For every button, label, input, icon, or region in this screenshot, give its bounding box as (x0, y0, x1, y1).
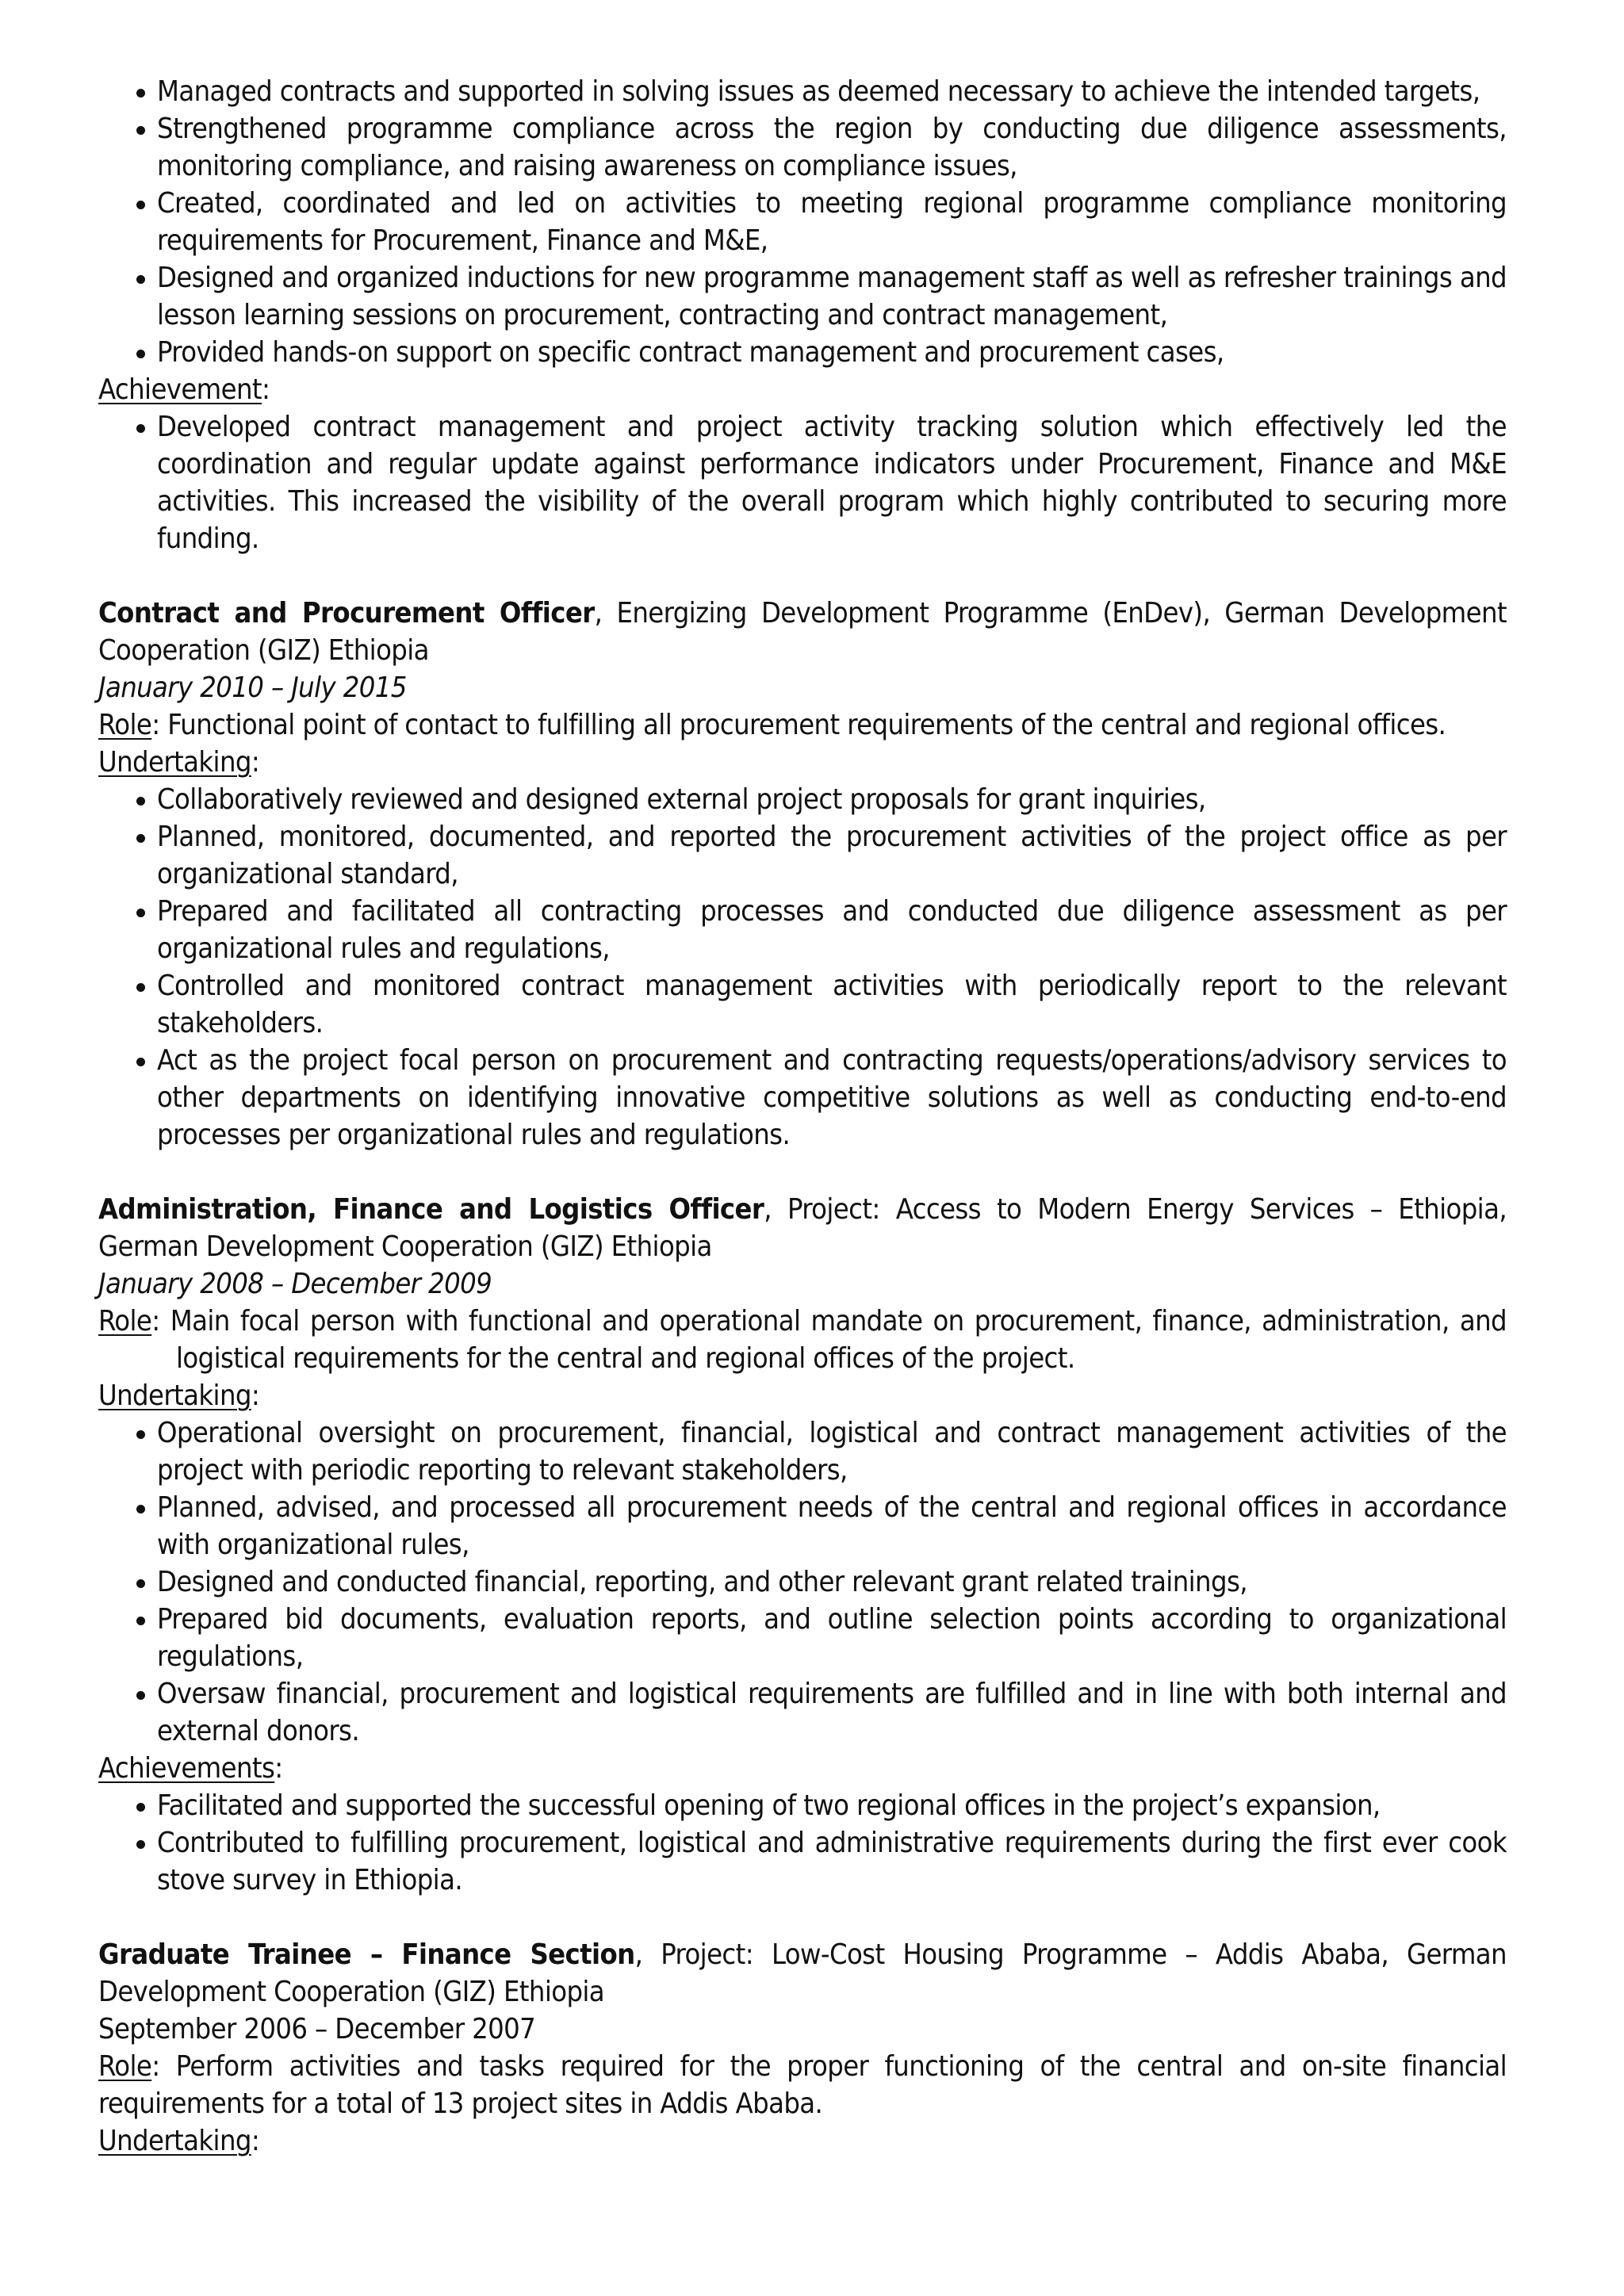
list-item: Controlled and monitored contract management activities with periodically report to the relevant stakeholders. (157, 967, 1507, 1042)
job-role (98, 2048, 1507, 2122)
role-label: Role (98, 2050, 152, 2083)
job-org: , Project: Access to Modern Energy Services – Ethiopia, German Development Cooperation (GIZ) Ethiopia (98, 1193, 1507, 1263)
job-bullet-list (98, 781, 1507, 1154)
undertaking-heading: Undertaking: (98, 1380, 260, 1412)
role-text: : Perform activities and tasks required for the proper functioning of the central and on-site financial requirements for a total of 13 project sites in Addis Ababa. (98, 2050, 1507, 2120)
job-org: , Energizing Development Programme (EnDev), German Development Cooperation (GIZ) Ethiopia (98, 597, 1507, 667)
achievements-label: Achievements (98, 1752, 275, 1785)
list-item: Oversaw financial, procurement and logistical requirements are fulfilled and in line with both internal and external donors. (157, 1675, 1507, 1750)
achievement-heading: Achievement: (98, 373, 270, 406)
job-heading (98, 595, 1507, 669)
list-item: Act as the project focal person on procurement and contracting requests/operations/advisory services to other departments on identifying innovative competitive solutions as well as conducting end-to-end processes per organizational rules and regulations. (157, 1042, 1507, 1154)
section-gap (98, 1154, 1507, 1191)
undertaking-label: Undertaking (98, 1380, 251, 1412)
list-item: Strengthened programme compliance across the region by conducting due diligence assessments, monitoring compliance, and raising awareness on compliance issues, (157, 110, 1507, 185)
job-dates: January 2010 – July 2015 (98, 672, 407, 704)
job-org: , Project: Low-Cost Housing Programme – Addis Ababa, German Development Cooperation (GIZ) Ethiopia (98, 1938, 1507, 2008)
role-label: Role (98, 1305, 152, 1337)
section-gap (98, 1899, 1507, 1936)
list-item: Developed contract management and project activity tracking solution which effectively led the coordination and regular update against performance indicators under Procurement, Finance and M&E activities. This increased the visibility of the overall program which highly contributed to securing more funding. (157, 408, 1507, 557)
list-item: Prepared bid documents, evaluation reports, and outline selection points according to organizational regulations, (157, 1601, 1507, 1675)
intro-bullet-list (98, 73, 1507, 371)
job-title: Administration, Finance and Logistics Officer (98, 1193, 764, 1226)
undertaking-label: Undertaking (98, 2125, 251, 2157)
intro-achievement-list (98, 408, 1507, 557)
list-item: Provided hands-on support on specific contract management and procurement cases, (157, 334, 1507, 371)
job-role (98, 706, 1507, 744)
list-item: Designed and organized inductions for new programme management staff as well as refresher trainings and lesson learning sessions on procurement, contracting and contract management, (157, 259, 1507, 334)
role-text: : Main focal person with functional and operational mandate on procurement, finance, administration, and logistical requirements for the central and regional offices of the project. (151, 1305, 1507, 1375)
undertaking-heading: Undertaking: (98, 746, 260, 779)
job-achievement-list (98, 1787, 1507, 1899)
list-item: Planned, monitored, documented, and reported the procurement activities of the project office as per organizational standard, (157, 818, 1507, 893)
job-role (98, 1303, 1507, 1377)
job-title: Graduate Trainee – Finance Section (98, 1938, 635, 1971)
role-label: Role (98, 709, 152, 741)
job-dates: September 2006 – December 2007 (98, 2013, 536, 2045)
achievement-label: Achievement (98, 373, 262, 406)
list-item: Designed and conducted financial, reporting, and other relevant grant related trainings, (157, 1563, 1507, 1601)
list-item: Contributed to fulfilling procurement, logistical and administrative requirements during the first ever cook stove survey in Ethiopia. (157, 1824, 1507, 1899)
section-gap (98, 557, 1507, 595)
list-item: Prepared and facilitated all contracting processes and conducted due diligence assessment as per organizational rules and regulations, (157, 893, 1507, 967)
undertaking-label: Undertaking (98, 746, 251, 779)
list-item: Planned, advised, and processed all procurement needs of the central and regional offices in accordance with organizational rules, (157, 1489, 1507, 1563)
achievements-heading: Achievements: (98, 1752, 283, 1785)
job-heading (98, 1191, 1507, 1265)
job-heading (98, 1936, 1507, 2011)
list-item: Managed contracts and supported in solving issues as deemed necessary to achieve the intended targets, (157, 73, 1507, 110)
job-title: Contract and Procurement Officer (98, 597, 595, 629)
list-item: Collaboratively reviewed and designed external project proposals for grant inquiries, (157, 781, 1507, 818)
undertaking-heading: Undertaking: (98, 2125, 260, 2157)
list-item: Operational oversight on procurement, financial, logistical and contract management activities of the project with periodic reporting to relevant stakeholders, (157, 1414, 1507, 1489)
list-item: Created, coordinated and led on activities to meeting regional programme compliance monitoring requirements for Procurement, Finance and M&E, (157, 185, 1507, 259)
list-item: Facilitated and supported the successful opening of two regional offices in the project’s expansion, (157, 1787, 1507, 1824)
role-text: : Functional point of contact to fulfilling all procurement requirements of the central and regional offices. (151, 709, 1446, 741)
job-dates: January 2008 – December 2009 (98, 1268, 492, 1300)
job-bullet-list (98, 1414, 1507, 1750)
